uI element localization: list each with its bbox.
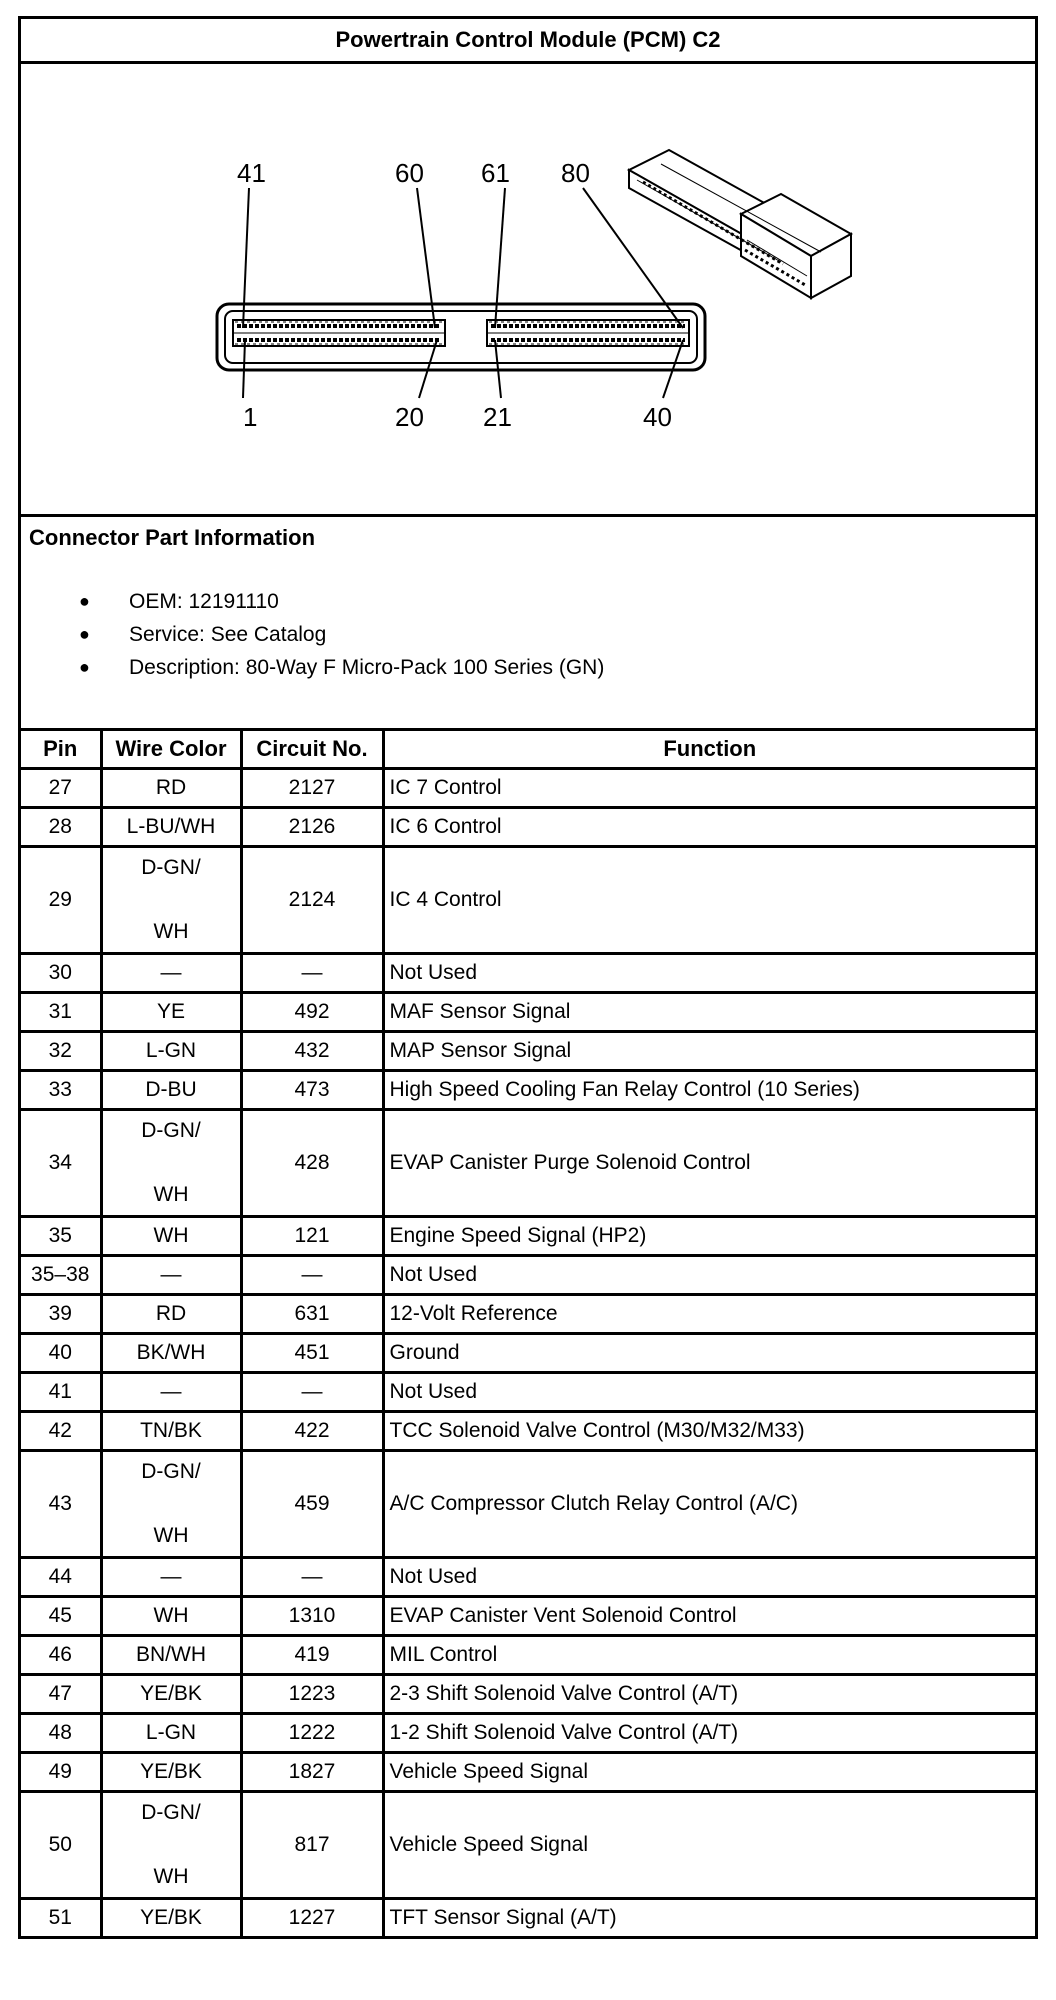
cell-function: Not Used: [383, 954, 1035, 993]
cell-function: 12-Volt Reference: [383, 1295, 1035, 1334]
cell-function: Not Used: [383, 1373, 1035, 1412]
cell-wire-color: L-GN: [101, 1714, 241, 1753]
cell-pin: 49: [21, 1753, 101, 1792]
table-row: [21, 954, 1035, 993]
pin-label-40: 40: [643, 402, 672, 432]
pin-label-60: 60: [395, 158, 424, 188]
wire-color-part: D-GN/: [141, 856, 201, 879]
document-page: [18, 16, 1038, 1939]
table-row: [21, 769, 1035, 808]
connector-sheet: [18, 16, 1038, 1939]
header-circuit-no: Circuit No.: [241, 731, 383, 769]
cell-function: Ground: [383, 1334, 1035, 1373]
cell-circuit: —: [241, 1558, 383, 1597]
connector-info-heading: Connector Part Information: [29, 525, 316, 550]
cell-wire-color: TN/BK: [101, 1412, 241, 1451]
cell-wire-color: [101, 1451, 241, 1558]
cell-pin: 47: [21, 1675, 101, 1714]
cell-circuit: 2127: [241, 769, 383, 808]
cell-function: Vehicle Speed Signal: [383, 1792, 1035, 1899]
cell-pin: 43: [21, 1451, 101, 1558]
cell-function: Engine Speed Signal (HP2): [383, 1217, 1035, 1256]
pin-label-80: 80: [561, 158, 590, 188]
wire-color-part: WH: [153, 920, 189, 943]
bullet-icon: ●: [79, 591, 90, 611]
connector-drawing: [21, 64, 1035, 514]
cell-wire-color: —: [101, 1373, 241, 1412]
cell-wire-color: [101, 1110, 241, 1217]
cell-circuit: 419: [241, 1636, 383, 1675]
bullet-icon: ●: [79, 657, 90, 677]
table-row: [21, 1071, 1035, 1110]
cell-function: Not Used: [383, 1256, 1035, 1295]
wire-color-part: WH: [153, 1524, 189, 1547]
table-row: [21, 1217, 1035, 1256]
table-row: [21, 847, 1035, 954]
cell-pin: 46: [21, 1636, 101, 1675]
cell-circuit: 1827: [241, 1753, 383, 1792]
table-row: [21, 1334, 1035, 1373]
cell-circuit: 492: [241, 993, 383, 1032]
header-function: Function: [383, 731, 1035, 769]
cell-function: 2-3 Shift Solenoid Valve Control (A/T): [383, 1675, 1035, 1714]
cell-pin: 39: [21, 1295, 101, 1334]
cell-function: EVAP Canister Purge Solenoid Control: [383, 1110, 1035, 1217]
cell-wire-color: YE/BK: [101, 1675, 241, 1714]
header-pin: Pin: [21, 731, 101, 769]
cell-pin: 33: [21, 1071, 101, 1110]
cell-wire-color: [101, 1792, 241, 1899]
cell-wire-color: YE/BK: [101, 1899, 241, 1937]
cell-function: High Speed Cooling Fan Relay Control (10 Series): [383, 1071, 1035, 1110]
cell-pin: 50: [21, 1792, 101, 1899]
cell-wire-color: —: [101, 1558, 241, 1597]
cell-function: MIL Control: [383, 1636, 1035, 1675]
info-oem: OEM: 12191110: [129, 590, 279, 613]
table-row: [21, 1373, 1035, 1412]
cell-pin: 35: [21, 1217, 101, 1256]
header-wire-color: Wire Color: [101, 731, 241, 769]
cell-function: MAF Sensor Signal: [383, 993, 1035, 1032]
cell-pin: 40: [21, 1334, 101, 1373]
cell-circuit: —: [241, 1256, 383, 1295]
cell-wire-color: RD: [101, 1295, 241, 1334]
cell-circuit: —: [241, 1373, 383, 1412]
cell-circuit: 631: [241, 1295, 383, 1334]
wire-color-part: D-GN/: [141, 1801, 201, 1824]
cell-pin: 30: [21, 954, 101, 993]
cell-circuit: 473: [241, 1071, 383, 1110]
wire-color-part: D-GN/: [141, 1460, 201, 1483]
connector-info-list: [29, 585, 1027, 684]
cell-wire-color: L-GN: [101, 1032, 241, 1071]
cell-wire-color: [101, 847, 241, 954]
table-row: [21, 1675, 1035, 1714]
cell-pin: 42: [21, 1412, 101, 1451]
table-row: [21, 1295, 1035, 1334]
table-row: [21, 1597, 1035, 1636]
wire-color-part: WH: [153, 1183, 189, 1206]
cell-wire-color: BK/WH: [101, 1334, 241, 1373]
table-row: [21, 1412, 1035, 1451]
cell-function: EVAP Canister Vent Solenoid Control: [383, 1597, 1035, 1636]
table-row: [21, 1792, 1035, 1899]
cell-circuit: —: [241, 954, 383, 993]
cell-function: IC 4 Control: [383, 847, 1035, 954]
cell-pin: 34: [21, 1110, 101, 1217]
cell-function: Vehicle Speed Signal: [383, 1753, 1035, 1792]
cell-circuit: 2126: [241, 808, 383, 847]
cell-wire-color: BN/WH: [101, 1636, 241, 1675]
cell-function: 1-2 Shift Solenoid Valve Control (A/T): [383, 1714, 1035, 1753]
table-row: [21, 1899, 1035, 1937]
cell-circuit: 817: [241, 1792, 383, 1899]
connector-diagram: [21, 64, 1035, 517]
cell-wire-color: —: [101, 954, 241, 993]
cell-function: IC 7 Control: [383, 769, 1035, 808]
cell-wire-color: YE/BK: [101, 1753, 241, 1792]
list-item: [29, 585, 1027, 618]
cell-wire-color: WH: [101, 1217, 241, 1256]
cell-circuit: 1223: [241, 1675, 383, 1714]
cell-function: MAP Sensor Signal: [383, 1032, 1035, 1071]
cell-wire-color: WH: [101, 1597, 241, 1636]
cell-circuit: 422: [241, 1412, 383, 1451]
bullet-icon: ●: [79, 624, 90, 644]
pin-label-21: 21: [483, 402, 512, 432]
table-row: [21, 1636, 1035, 1675]
list-item: [29, 651, 1027, 684]
wire-color-part: D-GN/: [141, 1119, 201, 1142]
table-row: [21, 993, 1035, 1032]
table-row: [21, 1753, 1035, 1792]
cell-wire-color: D-BU: [101, 1071, 241, 1110]
pinout-table: [21, 731, 1035, 1936]
cell-circuit: 2124: [241, 847, 383, 954]
table-row: [21, 1256, 1035, 1295]
cell-wire-color: —: [101, 1256, 241, 1295]
cell-circuit: 1227: [241, 1899, 383, 1937]
cell-wire-color: RD: [101, 769, 241, 808]
connector-part-information: [21, 517, 1035, 731]
page-title: Powertrain Control Module (PCM) C2: [21, 19, 1035, 64]
cell-function: Not Used: [383, 1558, 1035, 1597]
pin-label-20: 20: [395, 402, 424, 432]
cell-wire-color: YE: [101, 993, 241, 1032]
cell-function: A/C Compressor Clutch Relay Control (A/C): [383, 1451, 1035, 1558]
cell-circuit: 121: [241, 1217, 383, 1256]
cell-pin: 28: [21, 808, 101, 847]
cell-pin: 45: [21, 1597, 101, 1636]
cell-circuit: 459: [241, 1451, 383, 1558]
connector-isometric-icon: [629, 150, 851, 298]
leader-lines: [243, 188, 683, 398]
table-row: [21, 1032, 1035, 1071]
wire-color-part: WH: [153, 1865, 189, 1888]
cell-pin: 41: [21, 1373, 101, 1412]
cell-circuit: 1310: [241, 1597, 383, 1636]
cell-pin: 27: [21, 769, 101, 808]
cell-pin: 48: [21, 1714, 101, 1753]
cell-function: IC 6 Control: [383, 808, 1035, 847]
list-item: [29, 618, 1027, 651]
table-header-row: [21, 731, 1035, 769]
cell-circuit: 451: [241, 1334, 383, 1373]
connector-face: [217, 304, 705, 370]
table-row: [21, 1714, 1035, 1753]
table-row: [21, 1558, 1035, 1597]
cell-function: TFT Sensor Signal (A/T): [383, 1899, 1035, 1937]
cell-pin: 29: [21, 847, 101, 954]
cell-circuit: 1222: [241, 1714, 383, 1753]
cell-function: TCC Solenoid Valve Control (M30/M32/M33): [383, 1412, 1035, 1451]
pin-label-61: 61: [481, 158, 510, 188]
cell-pin: 44: [21, 1558, 101, 1597]
pin-label-41: 41: [237, 158, 266, 188]
cell-wire-color: L-BU/WH: [101, 808, 241, 847]
cell-pin: 31: [21, 993, 101, 1032]
table-row: [21, 808, 1035, 847]
cell-circuit: 432: [241, 1032, 383, 1071]
cell-pin: 32: [21, 1032, 101, 1071]
cell-pin: 51: [21, 1899, 101, 1937]
info-service: Service: See Catalog: [129, 623, 327, 646]
table-row: [21, 1110, 1035, 1217]
pin-label-1: 1: [243, 402, 258, 432]
table-row: [21, 1451, 1035, 1558]
cell-pin: 35–38: [21, 1256, 101, 1295]
cell-circuit: 428: [241, 1110, 383, 1217]
info-description: Description: 80-Way F Micro-Pack 100 Series (GN): [129, 656, 605, 679]
